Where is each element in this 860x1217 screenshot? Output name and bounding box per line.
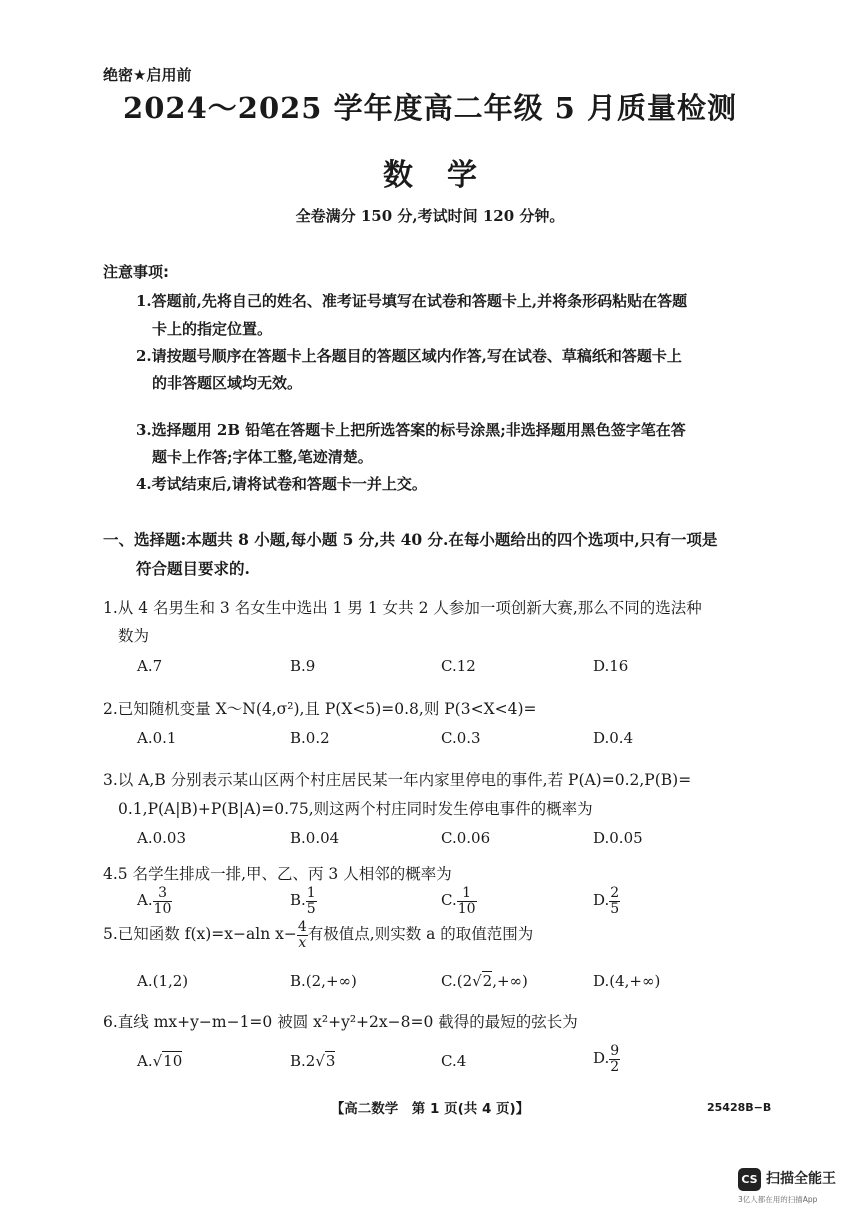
subject-title: 数学 [383,158,511,193]
exam-title: 2024～2025 学年度高二年级 5 月质量检测 [123,91,737,125]
sqrt-icon: √ [315,1052,325,1070]
q5-option-b: B.(2,+∞) [290,972,357,990]
fraction-denominator: 5 [610,900,620,917]
notes-heading: 注意事项: [103,263,169,281]
q6-option-a-label: A. [137,1052,153,1070]
fraction [306,886,317,916]
q5-option-c [441,972,528,990]
fraction [609,1044,620,1074]
q5-option-d: D.(4,+∞) [593,972,661,990]
question-5-stem [103,920,533,950]
fraction [457,886,477,916]
watermark-name: 扫描全能王 [766,1171,836,1187]
question-3-stem: 3.以 A,B 分别表示某山区两个村庄居民某一年内家里停电的事件,若 P(A)=0.2,P(B)= [103,771,692,789]
note-line: 1.答题前,先将自己的姓名、准考证号填写在试卷和答题卡上,并将条形码粘贴在答题 [136,292,688,310]
q4-option-d [593,886,620,916]
q4-option-b [290,886,317,916]
score-note: 全卷满分 150 分,考试时间 120 分钟。 [295,207,565,225]
q6-option-a [137,1052,182,1070]
radicand: 10 [163,1052,183,1070]
q5-stem-pre: 5.已知函数 f(x)=x−aln x− [103,925,297,944]
fraction [153,886,173,916]
note-line: 题卡上作答;字体工整,笔迹清楚。 [152,448,373,466]
fraction-numerator: 1 [306,885,316,901]
q2-option-d: D.0.4 [593,729,634,747]
fraction-numerator: 2 [610,885,620,901]
fraction-denominator: 10 [153,900,172,917]
radicand: 3 [325,1052,336,1070]
q5-stem-post: 有极值点,则实数 a 的取值范围为 [307,925,534,944]
q2-option-c: C.0.3 [441,729,481,747]
fraction-denominator: 2 [610,1058,620,1075]
fraction-denominator: 5 [306,900,316,917]
sqrt-icon: √ [472,972,482,990]
note-line: 的非答题区域均无效。 [152,374,303,392]
q6-option-b [290,1052,335,1070]
question-3-stem-cont: 0.1,P(A|B)+P(B|A)=0.75,则这两个村庄同时发生停电事件的概率为 [118,800,593,818]
fraction-numerator: 3 [153,886,173,902]
q4-option-c-label: C. [441,891,457,910]
q3-option-b: B.0.04 [290,829,340,847]
note-line: 3.选择题用 2B 铅笔在答题卡上把所选答案的标号涂黑;非选择题用黑色签字笔在答 [136,421,686,439]
q6-option-b-pre: B.2 [290,1052,316,1070]
q4-option-b-label: B. [290,891,306,910]
q6-option-d-label: D. [593,1049,610,1068]
fraction-numerator: 1 [457,886,477,902]
q3-option-d: D.0.05 [593,829,643,847]
radicand: 2 [482,972,493,990]
q1-option-d: D.16 [593,657,629,675]
q4-option-a-label: A. [137,891,153,910]
camscanner-logo-icon: CS [738,1168,761,1191]
q1-option-c: C.12 [441,657,476,675]
paper-code: 25428B−B [707,1101,772,1114]
q1-option-a: A.7 [137,657,163,675]
q4-option-a [137,886,172,916]
sqrt-icon: √ [152,1052,163,1070]
q1-option-b: B.9 [290,657,316,675]
q2-option-b: B.0.2 [290,729,330,747]
q6-option-c: C.4 [441,1052,467,1070]
question-2-stem: 2.已知随机变量 X～N(4,σ²),且 P(X<5)=0.8,则 P(3<X<4)= [103,700,537,718]
note-line: 4.考试结束后,请将试卷和答题卡一并上交。 [136,475,427,493]
q3-option-a: A.0.03 [137,829,186,847]
note-line: 卡上的指定位置。 [152,320,273,338]
fraction [297,920,308,950]
q5-option-c-pre: C.(2 [441,972,473,990]
section-heading: 一、选择题:本题共 8 小题,每小题 5 分,共 40 分.在每小题给出的四个选项中,只有一项是 [103,530,718,549]
q3-option-c: C.0.06 [441,829,491,847]
question-6-stem: 6.直线 mx+y−m−1=0 被圆 x²+y²+2x−8=0 截得的最短的弦长为 [103,1013,578,1031]
question-1-stem: 1.从 4 名男生和 3 名女生中选出 1 男 1 女共 2 人参加一项创新大赛,那么不同的选法种 [103,599,702,617]
question-4-stem: 4.5 名学生排成一排,甲、乙、丙 3 人相邻的概率为 [103,865,452,883]
fraction-denominator: 10 [457,900,476,917]
q4-option-c [441,886,477,916]
fraction [609,886,620,916]
note-line: 2.请按题号顺序在答题卡上各题目的答题区域内作答,写在试卷、草稿纸和答题卡上 [136,347,682,365]
page-footer: 【高二数学 第 1 页(共 4 页)】 [330,1101,530,1117]
q5-option-a: A.(1,2) [137,972,189,990]
fraction-denominator: x [298,934,307,951]
section-heading-cont: 符合题目要求的. [136,559,250,578]
fraction-numerator: 4 [297,919,307,935]
confidential-label: 绝密★启用前 [103,66,192,84]
q4-option-d-label: D. [593,891,610,910]
watermark-tagline: 3亿人都在用的扫描App [738,1195,818,1204]
q2-option-a: A.0.1 [137,729,177,747]
scanner-watermark [738,1166,848,1206]
q6-option-d [593,1044,620,1074]
q5-option-c-post: ,+∞) [492,972,528,990]
fraction-numerator: 9 [610,1043,620,1059]
question-1-stem-cont: 数为 [118,627,150,645]
